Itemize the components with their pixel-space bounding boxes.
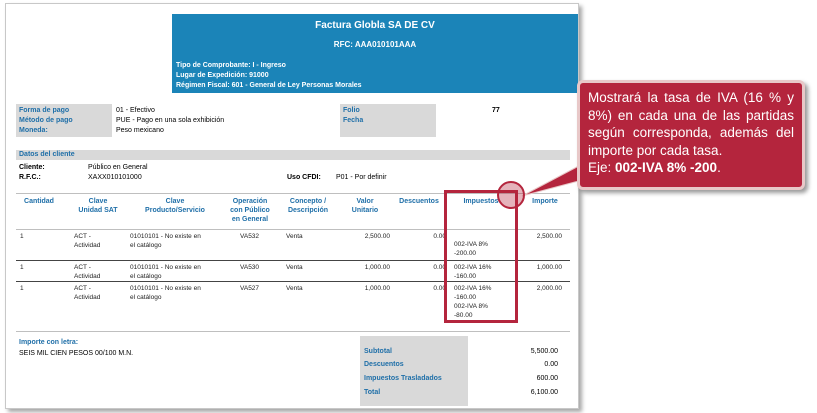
row1-producto: 01010101 - No existe en el catálogo	[130, 233, 201, 249]
row3-producto: 01010101 - No existe en el catálogo	[130, 285, 201, 301]
cliente-value: Público en General	[88, 164, 148, 171]
forma-pago-label: Forma de pago	[19, 107, 70, 114]
folio-value: 77	[492, 107, 500, 114]
row1-valor: 2,500.00	[364, 233, 390, 240]
lugar-expedicion: Lugar de Expedición: 91000	[176, 72, 269, 79]
descuentos-value: 0.00	[544, 361, 558, 368]
row1-importe: 2,500.00	[536, 233, 562, 240]
row3-descuento: 0.00	[433, 285, 446, 292]
row1-unidad: ACT - Actividad	[74, 233, 101, 249]
importe-letra-value: SEIS MIL CIEN PESOS 00/100 M.N.	[19, 350, 134, 357]
cliente-label: Cliente:	[19, 164, 45, 171]
row3-cantidad: 1	[20, 285, 24, 292]
tipo-comprobante: Tipo de Comprobante: I - Ingreso	[176, 62, 286, 69]
col-producto-label: Clave Producto/Servicio	[145, 198, 205, 214]
callout-eje-prefix: Eje:	[588, 160, 616, 175]
col-cantidad-label: Cantidad	[24, 198, 54, 205]
rfc-cliente-value: XAXX010101000	[88, 174, 142, 181]
row1-operacion: VA532	[240, 233, 260, 240]
callout-note	[577, 80, 805, 190]
row2-impuestos: 002-IVA 16% -160.00	[454, 264, 492, 280]
subtotal-label: Subtotal	[364, 348, 392, 355]
row2-producto: 01010101 - No existe en el catálogo	[130, 264, 201, 280]
metodo-pago-value: PUE - Pago en una sola exhibición	[116, 117, 225, 124]
row1-impuestos: 002-IVA 8% -200.00	[454, 241, 488, 257]
col-valor-label: Valor Unitario	[351, 198, 379, 214]
col-operacion-label: Operación con Público en General	[230, 198, 270, 223]
callout-circle	[498, 182, 524, 208]
row2-concepto: Venta	[286, 264, 303, 271]
forma-pago-value: 01 - Efectivo	[116, 107, 155, 114]
moneda-label: Moneda:	[19, 127, 48, 134]
row3-importe: 2,000.00	[536, 285, 562, 292]
folio-label: Folio	[343, 107, 360, 114]
row2-operacion: VA530	[240, 264, 260, 271]
row3-unidad: ACT - Actividad	[74, 285, 101, 301]
total-label: Total	[364, 389, 381, 396]
rfc-cliente-label: R.F.C.:	[19, 174, 41, 181]
row2-descuento: 0.00	[433, 264, 446, 271]
col-descuentos-label: Descuentos	[399, 198, 439, 205]
row2-importe: 1,000.00	[536, 264, 562, 271]
row2-valor: 1,000.00	[364, 264, 390, 271]
company-rfc: RFC: AAA010101AAA	[333, 40, 417, 49]
row3-concepto: Venta	[286, 285, 303, 292]
impuestos-trasladados-label: Impuestos Trasladados	[364, 375, 442, 382]
cliente-section-title: Datos del cliente	[19, 151, 75, 158]
row2-cantidad: 1	[20, 264, 24, 271]
row3-valor: 1,000.00	[364, 285, 390, 292]
col-unidad-label: Clave Unidad SAT	[78, 198, 118, 214]
row1-concepto: Venta	[286, 233, 303, 240]
moneda-value: Peso mexicano	[116, 127, 164, 134]
descuentos-label: Descuentos	[364, 361, 404, 368]
fecha-label: Fecha	[343, 117, 364, 124]
regimen-fiscal: Régimen Fiscal: 601 - General de Ley Personas Morales	[176, 82, 362, 89]
company-name: Factura Globla SA DE CV	[315, 20, 435, 31]
row1-cantidad: 1	[20, 233, 24, 240]
row2-unidad: ACT - Actividad	[74, 264, 101, 280]
total-value: 6,100.00	[530, 389, 558, 396]
row3-impuestos: 002-IVA 16% -160.00 002-IVA 8% -80.00	[454, 285, 492, 319]
uso-cfdi-label: Uso CFDI:	[287, 174, 321, 181]
metodo-pago-label: Método de pago	[19, 117, 73, 124]
col-importe-label: Importe	[532, 198, 558, 205]
callout-eje-suffix: .	[717, 160, 721, 175]
callout-text: Mostrará la tasa de IVA (16 % y 8%) en cada una de las partidas según corresponda, además del importe por cada tasa.	[588, 90, 794, 158]
subtotal-value: 5,500.00	[530, 348, 558, 355]
col-impuestos-label: Impuestos	[463, 198, 499, 205]
callout-eje-example: 002-IVA 8% -200	[615, 160, 718, 175]
row1-descuento: 0.00	[433, 233, 446, 240]
impuestos-trasladados-value: 600.00	[536, 375, 558, 382]
uso-cfdi-value: P01 - Por definir	[336, 174, 387, 181]
row3-operacion: VA527	[240, 285, 260, 292]
importe-letra-label: Importe con letra:	[19, 339, 79, 346]
col-concepto-label: Concepto / Descripción	[287, 198, 329, 214]
